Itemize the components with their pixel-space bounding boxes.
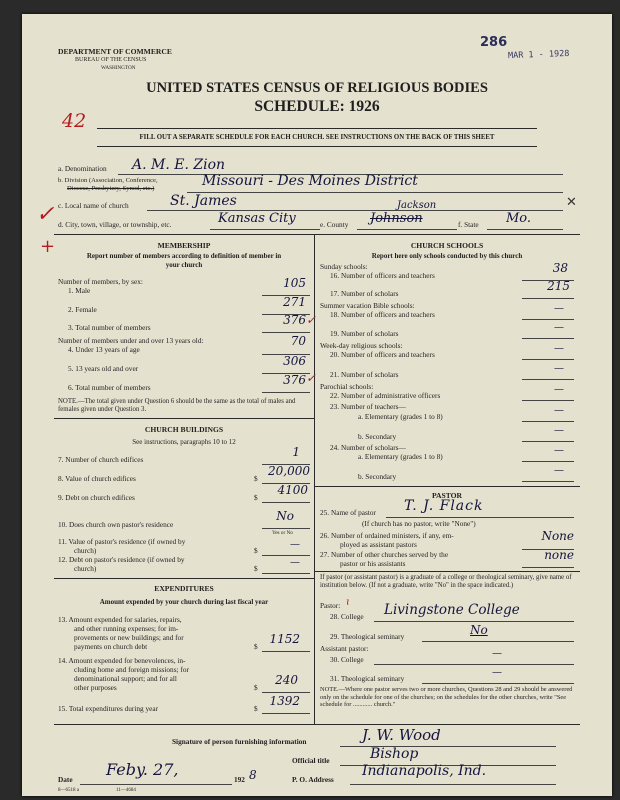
q21-label: 21. Number of scholars bbox=[330, 370, 399, 379]
q23-label: 23. Number of teachers— bbox=[330, 402, 406, 411]
q30-value: — bbox=[492, 648, 502, 659]
weekday-schools-label: Week-day religious schools: bbox=[320, 341, 403, 350]
city-label: d. City, town, village, or township, etc. bbox=[58, 220, 172, 229]
church-name-label: c. Local name of church bbox=[58, 201, 129, 210]
denomination-value: A. M. E. Zion bbox=[132, 157, 226, 173]
q2-label: 2. Female bbox=[68, 305, 97, 314]
pastor-note: NOTE.—Where one pastor serves two or more churches, Questions 28 and 29 should be answered only on the schedule for one of the churches; on the schedules for the other churches, write "See schedule for ............ church." bbox=[320, 686, 573, 708]
members-by-age-label: Number of members under and over 13 years old: bbox=[58, 336, 204, 345]
q1-value: 105 bbox=[283, 276, 306, 290]
parochial-schools-label: Parochial schools: bbox=[320, 382, 374, 391]
q13-label-2: and other running expenses; for im- bbox=[74, 624, 179, 633]
q23b-value: — bbox=[554, 425, 564, 436]
membership-subtitle: Report number of members according to definition of member in your church bbox=[86, 252, 282, 269]
received-date-stamp: MAR 1 - 1928 bbox=[507, 48, 570, 62]
assistant-education-label: Assistant pastor: bbox=[320, 644, 369, 653]
official-title-value: Bishop bbox=[370, 746, 419, 762]
q16-label: 16. Number of officers and teachers bbox=[330, 271, 435, 280]
denomination-label: a. Denomination bbox=[58, 164, 107, 173]
q8-label: 8. Value of church edifices bbox=[58, 474, 136, 483]
pastor-title: PASTOR bbox=[431, 491, 463, 500]
q26-value: None bbox=[541, 529, 574, 543]
q22-label: 22. Number of administrative officers bbox=[330, 391, 441, 400]
expenditures-title: EXPENDITURES bbox=[154, 584, 214, 593]
q31-label: 31. Theological seminary bbox=[330, 674, 405, 683]
q29-label: 29. Theological seminary bbox=[330, 632, 405, 641]
schedule-title: SCHEDULE: 1926 bbox=[254, 98, 380, 115]
q14-label: 14. Amount expended for benevolences, in- bbox=[58, 656, 186, 665]
church-buildings-subtitle: See instructions, paragraphs 10 to 12 bbox=[132, 438, 236, 446]
red-tick-icon: ɩ bbox=[346, 597, 350, 608]
county-correction: Jackson bbox=[397, 200, 437, 211]
q26-label-2: ployed as assistant pastors bbox=[340, 540, 417, 549]
city-line bbox=[210, 229, 320, 230]
q13-dollar: $ bbox=[254, 642, 258, 651]
state-label: f. State bbox=[458, 220, 479, 229]
q7-label: 7. Number of church edifices bbox=[58, 455, 144, 464]
q20-value: — bbox=[554, 343, 564, 354]
instruction-line: FILL OUT A SEPARATE SCHEDULE FOR EACH CHURCH. SEE INSTRUCTIONS ON THE BACK OF THIS SHEET bbox=[139, 134, 495, 141]
x-mark-icon: ✕ bbox=[566, 195, 577, 210]
q1-label: 1. Male bbox=[68, 286, 91, 295]
bureau-name: BUREAU OF THE CENSUS bbox=[75, 57, 147, 63]
q24a-value: — bbox=[554, 445, 564, 456]
date-label: Date bbox=[58, 775, 73, 784]
department-name: DEPARTMENT OF COMMERCE bbox=[58, 47, 172, 56]
q27-label: 27. Number of other churches served by the bbox=[320, 550, 449, 559]
q3-label: 3. Total number of members bbox=[68, 323, 151, 332]
q14-label-2: cluding home and foreign missions; for bbox=[74, 665, 189, 674]
center-column-divider bbox=[314, 234, 315, 724]
q13-label: 13. Amount expended for salaries, repairs, bbox=[58, 615, 182, 624]
county-value: Johnson bbox=[370, 211, 423, 226]
q22-value: — bbox=[554, 384, 564, 395]
form-top-rule bbox=[54, 234, 580, 235]
q13-label-3: provements or new buildings; and for bbox=[74, 633, 184, 642]
signature-value: J. W. Wood bbox=[362, 726, 441, 744]
graduate-instructions: If pastor (or assistant pastor) is a graduate of a college or theological seminary, give name of institution below. (If not a graduate, write "No" in the space indicated.) bbox=[320, 574, 572, 589]
q6-value: 376 bbox=[283, 373, 306, 387]
q3-value: 376 bbox=[283, 313, 306, 327]
instruction-bottom-rule bbox=[97, 146, 537, 147]
q12-label: 12. Debt on pastor's residence (if owned by bbox=[58, 555, 185, 564]
q24b-label: b. Secondary bbox=[358, 472, 397, 481]
q30-label: 30. College bbox=[330, 655, 364, 664]
q15-label: 15. Total expenditures during year bbox=[58, 704, 159, 713]
red-mark-number: 42 bbox=[62, 110, 87, 132]
q8-value: 20,000 bbox=[268, 464, 310, 478]
official-title-label: Official title bbox=[292, 756, 330, 765]
q9-dollar: $ bbox=[254, 493, 258, 502]
pastor-education-label: Pastor: bbox=[320, 601, 341, 610]
q14-value: 240 bbox=[275, 673, 298, 687]
q12-dollar: $ bbox=[254, 564, 258, 573]
po-address-value: Indianapolis, Ind. bbox=[362, 763, 487, 779]
q11-label-2: church) bbox=[74, 546, 97, 555]
red-plus-mark: + bbox=[40, 236, 56, 257]
q19-value: — bbox=[554, 322, 564, 333]
q11-dollar: $ bbox=[254, 546, 258, 555]
q24a-label: a. Elementary (grades 1 to 8) bbox=[358, 452, 443, 461]
q4-value: 70 bbox=[290, 334, 306, 348]
q13-value: 1152 bbox=[269, 632, 300, 646]
q7-value: 1 bbox=[292, 445, 300, 459]
q4-label: 4. Under 13 years of age bbox=[68, 345, 140, 354]
q5-value: 306 bbox=[283, 354, 306, 368]
q15-value: 1392 bbox=[269, 694, 300, 708]
q28-label: 28. College bbox=[330, 612, 364, 621]
church-name-value: St. James bbox=[170, 193, 237, 209]
form-number-2: 11—4684 bbox=[116, 788, 136, 793]
church-schools-subtitle: Report here only schools conducted by this church bbox=[371, 252, 523, 260]
summer-schools-label: Summer vacation Bible schools: bbox=[320, 301, 415, 310]
q11-value: — bbox=[290, 539, 300, 550]
form-number: 8—6518 a bbox=[58, 788, 79, 793]
q23b-label: b. Secondary bbox=[358, 432, 397, 441]
stamp-number: 286 bbox=[480, 35, 508, 50]
q13-label-4: payments on church debt bbox=[74, 642, 148, 651]
church-name-line bbox=[147, 210, 563, 211]
state-line bbox=[487, 229, 563, 230]
q24-label: 24. Number of scholars— bbox=[330, 443, 406, 452]
q15-dollar: $ bbox=[254, 704, 258, 713]
church-buildings-title: CHURCH BUILDINGS bbox=[144, 425, 224, 434]
census-title: UNITED STATES CENSUS OF RELIGIOUS BODIES bbox=[146, 80, 488, 96]
q20-label: 20. Number of officers and teachers bbox=[330, 350, 435, 359]
q18-label: 18. Number of officers and teachers bbox=[330, 310, 435, 319]
q28-value: Livingstone College bbox=[384, 602, 520, 618]
q10-value: No bbox=[276, 509, 294, 523]
q27-value: none bbox=[544, 548, 574, 562]
sunday-schools-label: Sunday schools: bbox=[320, 262, 368, 271]
division-line bbox=[187, 192, 563, 193]
q25-hint: (If church has no pastor, write "None") bbox=[362, 519, 476, 528]
q12-label-2: church) bbox=[74, 564, 97, 573]
bureau-city: WASHINGTON bbox=[101, 65, 136, 71]
q17-label: 17. Number of scholars bbox=[330, 289, 399, 298]
signature-label: Signature of person furnishing information bbox=[172, 737, 307, 746]
red-check-margin-icon: ✓ bbox=[36, 202, 55, 227]
q26-label: 26. Number of ordained ministers, if any, em- bbox=[320, 531, 454, 540]
q25-value: T. J. Flack bbox=[404, 498, 484, 514]
q9-label: 9. Debt on church edifices bbox=[58, 493, 135, 502]
q21-value: — bbox=[554, 363, 564, 374]
q14-label-4: other purposes bbox=[74, 683, 117, 692]
division-value: Missouri - Des Moines District bbox=[202, 173, 418, 189]
q5-label: 5. 13 years old and over bbox=[68, 364, 139, 373]
q6-label: 6. Total number of members bbox=[68, 383, 151, 392]
division-label-2: Diocese, Presbytery, Synod, etc.) bbox=[67, 185, 155, 192]
q10-hint: Yes or No bbox=[272, 530, 293, 536]
q14-dollar: $ bbox=[254, 683, 258, 692]
year-prefix: 192 bbox=[234, 775, 245, 784]
date-value: Feby. 27, bbox=[106, 760, 179, 779]
q16-value: 38 bbox=[552, 261, 568, 275]
form-bottom-rule bbox=[54, 724, 580, 725]
q31-value: — bbox=[492, 667, 502, 678]
year-value: 8 bbox=[249, 768, 257, 782]
q8-dollar: $ bbox=[254, 474, 258, 483]
q14-label-3: denominational support; and for all bbox=[74, 674, 177, 683]
q27-label-2: pastor or his assistants bbox=[340, 559, 406, 568]
members-by-sex-label: Number of members, by sex: bbox=[58, 277, 143, 286]
po-address-label: P. O. Address bbox=[292, 775, 334, 784]
expenditures-subtitle: Amount expended by your church during last fiscal year bbox=[99, 598, 269, 606]
church-schools-title: CHURCH SCHOOLS bbox=[410, 241, 484, 250]
q11-label: 11. Value of pastor's residence (if owned by bbox=[58, 537, 186, 546]
q23a-label: a. Elementary (grades 1 to 8) bbox=[358, 412, 443, 421]
membership-title: MEMBERSHIP bbox=[157, 241, 211, 250]
red-check-icon: ✓ bbox=[306, 371, 317, 385]
q23a-value: — bbox=[554, 405, 564, 416]
county-label: e. County bbox=[320, 220, 349, 229]
membership-note: NOTE.—The total given under Question 6 should be the same as the total of males and females given under Question 3. bbox=[58, 398, 296, 413]
q9-value: 4100 bbox=[277, 483, 308, 497]
q12-value: — bbox=[290, 557, 300, 568]
q2-value: 271 bbox=[283, 295, 306, 309]
q10-label: 10. Does church own pastor's residence bbox=[58, 520, 174, 529]
instruction-top-rule bbox=[97, 128, 537, 129]
division-label: b. Division (Association, Conference, bbox=[58, 177, 158, 184]
census-schedule-page bbox=[22, 14, 612, 796]
q25-label: 25. Name of pastor bbox=[320, 508, 376, 517]
county-line bbox=[357, 229, 457, 230]
q19-label: 19. Number of scholars bbox=[330, 329, 399, 338]
q18-value: — bbox=[554, 303, 564, 314]
city-value: Kansas City bbox=[218, 211, 296, 226]
red-check-icon: ✓ bbox=[306, 313, 317, 327]
q17-value: 215 bbox=[547, 279, 570, 293]
state-value: Mo. bbox=[506, 211, 532, 226]
q29-value: No bbox=[470, 623, 488, 637]
q24b-value: — bbox=[554, 465, 564, 476]
